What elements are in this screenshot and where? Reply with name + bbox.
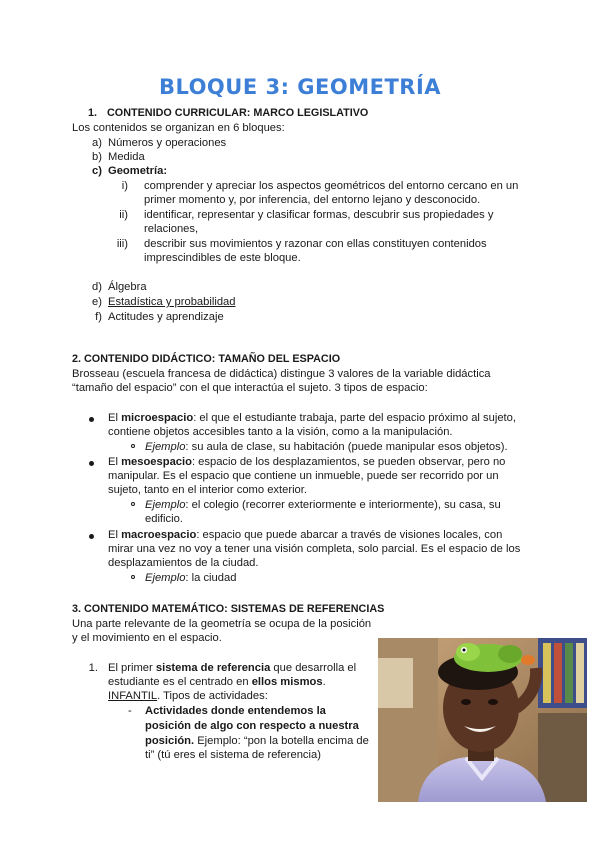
list-item: Álgebra	[108, 281, 147, 293]
sublist-marker: ii)	[119, 209, 128, 221]
list-marker: 1.	[88, 662, 98, 674]
section-3-heading: 3. CONTENIDO MATEMÁTICO: SISTEMAS DE REFERENCIAS	[72, 603, 385, 615]
term-macroespacio: macroespacio	[121, 529, 197, 541]
example-line: edificio.	[145, 513, 183, 525]
term-sistema-de-referencia: sistema de referencia	[155, 662, 271, 674]
bullet-prefix: El	[108, 529, 122, 541]
bullet-line: manipular. Es el espacio que contiene un inmueble, puede ser recorrido por un	[108, 470, 499, 482]
example-line	[145, 571, 236, 586]
example-text: : el colegio (recorrer exteriormente e interiormente), su casa, su	[185, 499, 501, 511]
bullet-line: mirar una vez no voy a tener una visión completa, solo parcial. Es el espacio de los	[108, 543, 521, 555]
bullet-text: : espacio de los desplazamientos, se pueden observar, pero no	[191, 456, 506, 468]
bullet-dot	[89, 534, 94, 539]
section-1-intro: Los contenidos se organizan en 6 bloques:	[72, 122, 285, 134]
text-run: El primer	[108, 662, 156, 674]
bullet-mesoespacio	[108, 455, 505, 470]
section-1-heading: CONTENIDO CURRICULAR: MARCO LEGISLATIVO	[107, 107, 369, 119]
bullet-text: : el que el estudiante trabaja, parte del espacio próximo al sujeto,	[193, 412, 516, 424]
list-marker: c)	[92, 165, 102, 177]
sublist-marker: i)	[121, 180, 128, 192]
bullet-dot	[89, 417, 94, 422]
sublist-line: imprescindibles de este bloque.	[144, 252, 301, 264]
example-text: : la ciudad	[185, 572, 237, 584]
infantil-label: INFANTIL	[108, 690, 158, 702]
list-marker: b)	[92, 151, 102, 163]
list-item: Medida	[108, 151, 145, 163]
text-run: .	[322, 676, 326, 688]
sublist-line: relaciones,	[144, 223, 199, 235]
activity-line	[145, 734, 369, 749]
bullet-prefix: El	[108, 412, 122, 424]
example-line	[145, 440, 508, 455]
bullet-ring	[131, 502, 135, 506]
list-marker: f)	[95, 311, 102, 323]
activity-line: posición de algo con respecto a nuestra	[145, 720, 359, 732]
bullet-microespacio	[108, 411, 516, 426]
sublist-line: primer momento y, por inferencia, del entorno lejano y desconocido.	[144, 194, 481, 206]
bullet-ring	[131, 444, 135, 448]
text-run: estudiante es el centrado en	[108, 676, 252, 688]
item-line	[108, 675, 326, 690]
text-run: que desarrolla el	[270, 662, 357, 674]
text-run: posición.	[145, 735, 195, 747]
bullet-dot	[89, 461, 94, 466]
section-3-intro: Una parte relevante de la geometría se ocupa de la posición	[72, 618, 372, 630]
bullet-line: sujeto, tanto en el interior como exterior.	[108, 484, 307, 496]
section-2-intro: Brosseau (escuela francesa de didáctica) distingue 3 valores de la variable didáctica	[72, 368, 491, 380]
list-marker: d)	[92, 281, 102, 293]
example-text: : su aula de clase, su habitación (puede manipular esos objetos).	[185, 441, 508, 453]
activity-line: Actividades donde entendemos la	[145, 705, 326, 717]
sublist-line: comprender y apreciar los aspectos geométricos del entorno cercano en un	[144, 180, 519, 192]
section-1-number: 1.	[88, 107, 98, 119]
bullet-prefix: El	[108, 456, 122, 468]
activity-line: ti” (tú eres el sistema de referencia)	[145, 749, 321, 761]
section-3-intro: y el movimiento en el espacio.	[72, 632, 222, 644]
list-item: Números y operaciones	[108, 137, 227, 149]
bullet-macroespacio	[108, 528, 502, 543]
section-2-intro: “tamaño del espacio” con el que interactúa el sujeto. 3 tipos de espacio:	[72, 382, 428, 394]
sublist-marker: iii)	[116, 238, 128, 250]
bullet-line: contiene objetos accesibles tanto a la visión, como a la manipulación.	[108, 426, 453, 438]
text-run: . Tipos de actividades:	[157, 690, 268, 702]
list-marker: e)	[92, 296, 102, 308]
bullet-line: desplazamientos de la ciudad.	[108, 557, 259, 569]
sublist-line: identificar, representar y clasificar formas, descubrir sus propiedades y	[144, 209, 494, 221]
sublist-line: describir sus movimientos y razonar con ellas constituyen contenidos	[144, 238, 487, 250]
page-title: BLOQUE 3: GEOMETRÍA	[158, 75, 442, 99]
section-2-heading: 2. CONTENIDO DIDÁCTICO: TAMAÑO DEL ESPACIO	[72, 353, 341, 365]
example-label: Ejemplo	[145, 441, 186, 453]
term-ellos-mismos: ellos mismos	[251, 676, 323, 688]
item-line	[108, 689, 268, 704]
item-line	[108, 661, 356, 676]
list-item: Actitudes y aprendizaje	[108, 311, 224, 323]
term-microespacio: microespacio	[121, 412, 194, 424]
list-item: Estadística y probabilidad	[108, 296, 236, 308]
term-mesoespacio: mesoespacio	[121, 456, 192, 468]
example-label: Ejemplo	[145, 499, 186, 511]
bullet-ring	[131, 575, 135, 579]
child-photo	[378, 638, 587, 802]
dash-marker: -	[128, 705, 132, 717]
text-run: Ejemplo: “pon la botella encima de	[194, 735, 369, 747]
list-marker: a)	[92, 137, 102, 149]
list-item: Geometría:	[108, 165, 168, 177]
bullet-text: : espacio que puede abarcar a través de visiones locales, con	[196, 529, 503, 541]
example-label: Ejemplo	[145, 572, 186, 584]
example-line	[145, 498, 501, 513]
